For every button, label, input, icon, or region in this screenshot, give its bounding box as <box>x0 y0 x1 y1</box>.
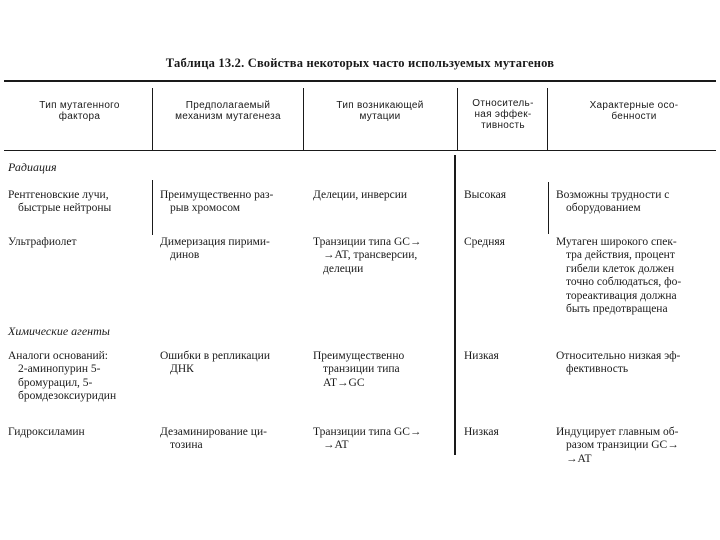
cell-line: Дезаминирование ци- <box>160 426 267 438</box>
header-divider <box>457 88 458 150</box>
cell-line: ДНК <box>170 363 194 376</box>
cell-mechanism <box>160 189 302 216</box>
header-line: фактора <box>58 111 101 122</box>
header-line: Тип мутагенного <box>39 100 120 111</box>
cell-mutation <box>313 189 451 202</box>
cell-features <box>556 236 716 316</box>
section-radiation: Радиация <box>8 160 57 174</box>
section-chemical-agents: Химические агенты <box>8 324 110 338</box>
column-divider <box>548 182 549 234</box>
cell-mutation <box>313 426 451 453</box>
cell-line: Аналоги оснований: <box>8 350 108 362</box>
cell-line: Возможны трудности с <box>556 189 670 201</box>
cell-line: рыв хромосом <box>170 202 241 215</box>
cell-line: оборудованием <box>566 202 641 215</box>
cell-line: транзиции типа <box>323 363 400 376</box>
cell-line: Транзиции типа GC→ <box>313 426 422 438</box>
header-line: тивность <box>481 120 525 131</box>
cell-line: Ультрафиолет <box>8 236 77 248</box>
cell-line: точно соблюдаться, фо- <box>566 276 682 289</box>
header-efficiency <box>462 98 544 131</box>
cell-agent <box>8 189 148 216</box>
table-top-rule <box>4 80 716 82</box>
cell-line: Димеризация пирими- <box>160 236 270 248</box>
header-line: Тип возникающей <box>336 100 424 111</box>
cell-line: бромдезоксиуридин <box>18 390 117 403</box>
header-line: ная эффек- <box>474 109 532 120</box>
cell-line: Индуцирует главным об- <box>556 426 679 438</box>
header-divider <box>303 88 304 150</box>
cell-line: фективность <box>566 363 629 376</box>
cell-line: Транзиции типа GC→ <box>313 236 422 248</box>
cell-line: Мутаген широкого спек- <box>556 236 677 248</box>
cell-line: тозина <box>170 439 203 452</box>
header-line: Предполагаемый <box>185 100 271 111</box>
cell-mechanism <box>160 426 302 453</box>
cell-line: Ошибки в репликации <box>160 350 270 362</box>
column-divider <box>454 155 456 455</box>
column-divider <box>152 180 153 235</box>
cell-line: →AT <box>323 439 349 452</box>
cell-mechanism <box>160 350 302 377</box>
cell-mutation <box>313 236 451 276</box>
header-divider <box>152 88 153 150</box>
cell-line: быть предотвращена <box>566 303 668 316</box>
header-features <box>554 100 714 122</box>
cell-features <box>556 426 716 466</box>
cell-efficiency: Низкая <box>464 350 499 362</box>
cell-line: Делеции, инверсии <box>313 189 408 201</box>
cell-efficiency: Средняя <box>464 236 505 248</box>
cell-efficiency: Высокая <box>464 189 507 201</box>
header-divider <box>547 88 548 150</box>
cell-line: →AT, трансверсии, <box>323 249 418 262</box>
cell-agent <box>8 350 148 404</box>
cell-line: быстрые нейтроны <box>18 202 112 215</box>
header-bottom-rule <box>4 150 716 151</box>
cell-line: Рентгеновские лучи, <box>8 189 109 201</box>
cell-mutation <box>313 350 451 390</box>
cell-agent <box>8 426 148 439</box>
cell-line: тра действия, процент <box>566 249 675 262</box>
cell-features <box>556 350 716 377</box>
cell-line: 2-аминопурин 5- <box>18 363 101 376</box>
cell-line: гибели клеток должен <box>566 262 675 275</box>
cell-mechanism <box>160 236 302 263</box>
cell-line: Преимущественно раз- <box>160 189 274 201</box>
header-line: механизм мутагенеза <box>175 111 281 122</box>
header-mechanism <box>158 100 298 122</box>
cell-line: разом транзиции GC→ <box>566 439 679 452</box>
header-line: Относитель- <box>472 98 534 109</box>
cell-line: Преимущественно <box>313 350 405 362</box>
cell-line: делеции <box>323 262 364 275</box>
header-line: Характерные осо- <box>589 100 679 111</box>
header-line: мутации <box>359 111 401 122</box>
cell-line: тореактивация должна <box>566 289 677 302</box>
table-caption: Таблица 13.2. Свойства некоторых часто используемых мутагенов <box>165 56 555 70</box>
header-line: бенности <box>611 111 657 122</box>
cell-agent <box>8 236 148 249</box>
cell-line: бромурацил, 5- <box>18 376 93 389</box>
cell-features <box>556 189 716 216</box>
cell-efficiency: Низкая <box>464 426 499 438</box>
cell-line: AT→GC <box>323 376 365 389</box>
cell-line: Гидроксиламин <box>8 426 85 438</box>
cell-line: →AT <box>566 452 592 465</box>
cell-line: Относительно низкая эф- <box>556 350 681 362</box>
header-mutation-type <box>310 100 450 122</box>
header-agent-type <box>12 100 147 122</box>
cell-line: динов <box>170 249 200 262</box>
